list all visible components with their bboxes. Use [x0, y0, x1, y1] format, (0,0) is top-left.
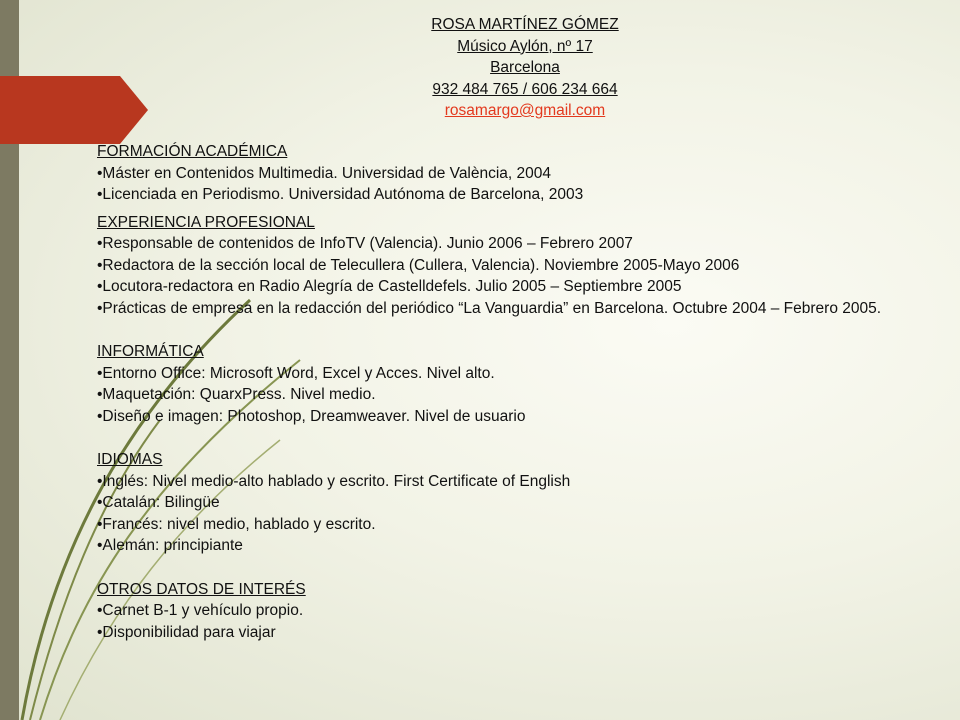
list-item: •Catalán: Bilingüe: [97, 494, 220, 511]
list-item: •Responsable de contenidos de InfoTV (Valencia). Junio 2006 – Febrero 2007: [97, 235, 633, 252]
address: Músico Aylón, nº 17: [457, 37, 593, 55]
section-title-languages: IDIOMAS: [97, 451, 163, 468]
list-item: •Prácticas de empresa en la redacción del periódico “La Vanguardia” en Barcelona. Octubre 2004 – Febrero 2005.: [97, 299, 882, 317]
list-item: •Redactora de la sección local de Telecullera (Cullera, Valencia). Noviembre 2005-Mayo 2006: [97, 256, 740, 274]
list-item: •Carnet B-1 y vehículo propio.: [97, 602, 304, 619]
section-title-experience: EXPERIENCIA PROFESIONAL: [97, 213, 315, 231]
list-item: •Locutora-redactora en Radio Alegría de Castelldefels. Julio 2005 – Septiembre 2005: [97, 278, 682, 295]
city: Barcelona: [490, 59, 560, 76]
contact-header: [290, 14, 760, 122]
list-item: •Maquetación: QuarxPress. Nivel medio.: [97, 386, 376, 403]
list-item: •Disponibilidad para viajar: [97, 623, 276, 641]
section-title-other: OTROS DATOS DE INTERÉS: [97, 580, 306, 598]
cv-content: [97, 141, 942, 643]
person-name: ROSA MARTÍNEZ GÓMEZ: [431, 16, 619, 33]
list-item: •Alemán: principiante: [97, 537, 243, 554]
list-item: •Licenciada en Periodismo. Universidad Autónoma de Barcelona, 2003: [97, 186, 584, 203]
list-item: •Francés: nivel medio, hablado y escrito.: [97, 515, 376, 533]
section-title-it: INFORMÁTICA: [97, 343, 204, 360]
list-item: •Diseño e imagen: Photoshop, Dreamweaver. Nivel de usuario: [97, 407, 526, 425]
list-item: •Inglés: Nivel medio-alto hablado y escrito. First Certificate of English: [97, 472, 571, 490]
section-title-education: FORMACIÓN ACADÉMICA: [97, 143, 288, 160]
email-link[interactable]: rosamargo@gmail.com: [444, 102, 606, 119]
list-item: •Máster en Contenidos Multimedia. Universidad de València, 2004: [97, 164, 552, 182]
list-item: •Entorno Office: Microsoft Word, Excel y Acces. Nivel alto.: [97, 364, 495, 382]
phone: 932 484 765 / 606 234 664: [432, 80, 618, 98]
